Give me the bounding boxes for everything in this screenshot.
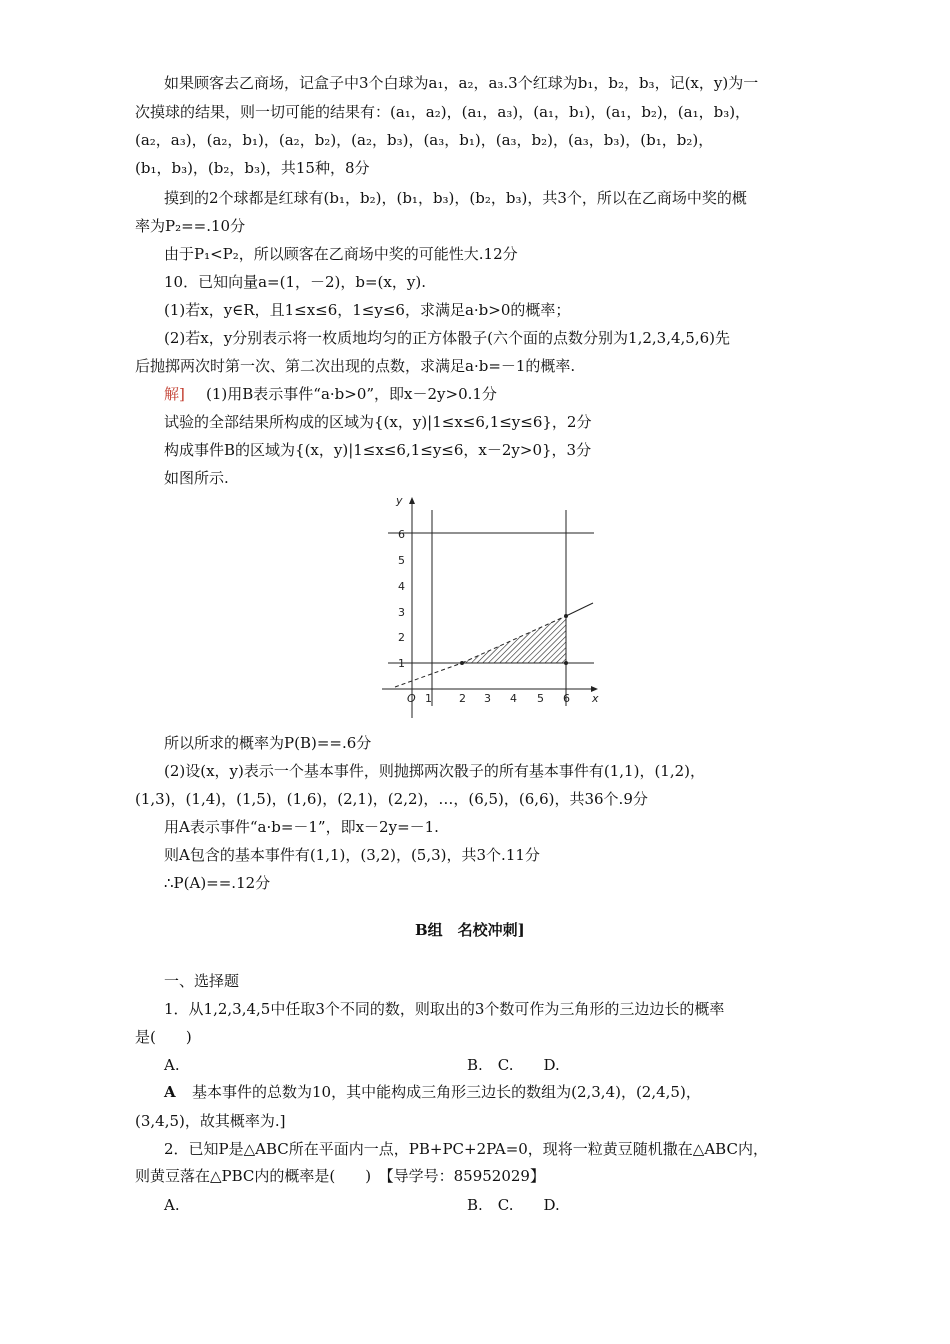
text-line: 次摸球的结果，则一切可能的结果有：(a₁，a₂)，(a₁，a₃)，(a₁，b₁)，(a₁，b₂)，(a₁，b₃)， bbox=[135, 103, 751, 121]
text-line: (2)设(x，y)表示一个基本事件，则抛掷两次骰子的所有基本事件有(1,1)，(1,2)， bbox=[164, 762, 706, 780]
coordinate-figure bbox=[380, 488, 600, 720]
text-line: 基本事件的总数为10，其中能构成三角形三边长的数组为(2,3,4)，(2,4,5)， bbox=[192, 1083, 701, 1101]
y-tick-label: 4 bbox=[398, 580, 405, 593]
y-tick-label: 6 bbox=[398, 528, 405, 541]
text-line: (a₂，a₃)，(a₂，b₁)，(a₂，b₂)，(a₂，b₃)，(a₃，b₁)，(a₃，b₂)，(a₃，b₃)，(b₁，b₂)， bbox=[135, 131, 714, 149]
text-line: 是( ) bbox=[135, 1028, 192, 1046]
y-tick-label: 1 bbox=[398, 657, 405, 670]
choices-bcd: B. C. D. bbox=[467, 1196, 560, 1214]
y-tick-label: 3 bbox=[398, 606, 405, 619]
text-line: 则黄豆落在△PBC内的概率是( ) 【导学号：85952029】 bbox=[135, 1167, 545, 1185]
text-line: (b₁，b₃)，(b₂，b₃)，共15种，8分 bbox=[135, 159, 370, 177]
subsection-heading: 一、选择题 bbox=[164, 972, 240, 990]
line-x-2y-dashed bbox=[395, 663, 462, 687]
y-axis-arrow bbox=[409, 497, 415, 504]
line-x-2y-solid bbox=[566, 603, 593, 616]
point bbox=[460, 661, 464, 665]
origin-label: O bbox=[407, 692, 416, 705]
y-tick-label: 2 bbox=[398, 631, 405, 644]
text-line: 所以所求的概率为P(B)==.6分 bbox=[164, 734, 372, 752]
point bbox=[564, 614, 568, 618]
text-line: 则A包含的基本事件有(1,1)，(3,2)，(5,3)，共3个.11分 bbox=[164, 846, 540, 864]
text-line: 如图所示. bbox=[164, 469, 229, 487]
text-line: 由于P₁<P₂，所以顾客在乙商场中奖的可能性大.12分 bbox=[164, 245, 518, 263]
text-line: (2)若x，y分别表示将一枚质地均匀的正方体骰子(六个面的点数分别为1,2,3,4,5,6)先 bbox=[164, 329, 730, 347]
x-tick-label: 6 bbox=[563, 692, 570, 705]
text-line: 率为P₂==.10分 bbox=[135, 217, 246, 235]
x-tick-label: 1 bbox=[425, 692, 432, 705]
text-line: ∴P(A)==.12分 bbox=[164, 874, 271, 892]
text-line: 用A表示事件“a·b=－1”，即x－2y=－1. bbox=[164, 818, 439, 836]
x-tick-label: 4 bbox=[510, 692, 517, 705]
text-line: (3,4,5)，故其概率为.] bbox=[135, 1112, 286, 1130]
y-axis-label: y bbox=[396, 494, 403, 507]
solution-marker: 解] bbox=[164, 385, 185, 403]
text-line: 构成事件B的区域为{(x，y)|1≤x≤6,1≤y≤6，x－2y>0}，3分 bbox=[164, 441, 592, 459]
section-heading: B组 名校冲刺] bbox=[415, 921, 525, 939]
x-tick-label: 2 bbox=[459, 692, 466, 705]
text-line: 如果顾客去乙商场，记盒子中3个白球为a₁，a₂，a₃.3个红球为b₁，b₂，b₃，记(x，y)为一 bbox=[164, 74, 759, 92]
text-line: 2．已知P是△ABC所在平面内一点，PB+PC+2PA=0，现将一粒黄豆随机撒在△ABC内， bbox=[164, 1140, 768, 1158]
x-axis-label: x bbox=[592, 692, 599, 705]
text-line: 试验的全部结果所构成的区域为{(x，y)|1≤x≤6,1≤y≤6}，2分 bbox=[164, 413, 592, 431]
text-line: 后抛掷两次时第一次、第二次出现的点数，求满足a·b=－1的概率. bbox=[135, 357, 576, 375]
problem-10-heading: 10．已知向量a=(1，－2)，b=(x，y). bbox=[164, 273, 426, 291]
text-line: 摸到的2个球都是红球有(b₁，b₂)，(b₁，b₃)，(b₂，b₃)，共3个，所以在乙商场中奖的概 bbox=[164, 189, 747, 207]
answer-letter: A bbox=[164, 1083, 176, 1101]
text-line: (1)若x，y∈R，且1≤x≤6，1≤y≤6，求满足a·b>0的概率； bbox=[164, 301, 571, 319]
point bbox=[564, 661, 568, 665]
choice-a: A. bbox=[164, 1196, 180, 1214]
x-tick-label: 5 bbox=[537, 692, 544, 705]
choices-bcd: B. C. D. bbox=[467, 1056, 560, 1074]
text-line: (1)用B表示事件“a·b>0”，即x－2y>0.1分 bbox=[206, 385, 497, 403]
text-line: 1．从1,2,3,4,5中任取3个不同的数，则取出的3个数可作为三角形的三边边长的概率 bbox=[164, 1000, 725, 1018]
text-line: (1,3)，(1,4)，(1,5)，(1,6)，(2,1)，(2,2)，…，(6,5)，(6,6)，共36个.9分 bbox=[135, 790, 648, 808]
x-tick-label: 3 bbox=[484, 692, 491, 705]
choice-a: A. bbox=[164, 1056, 180, 1074]
y-tick-label: 5 bbox=[398, 554, 405, 567]
